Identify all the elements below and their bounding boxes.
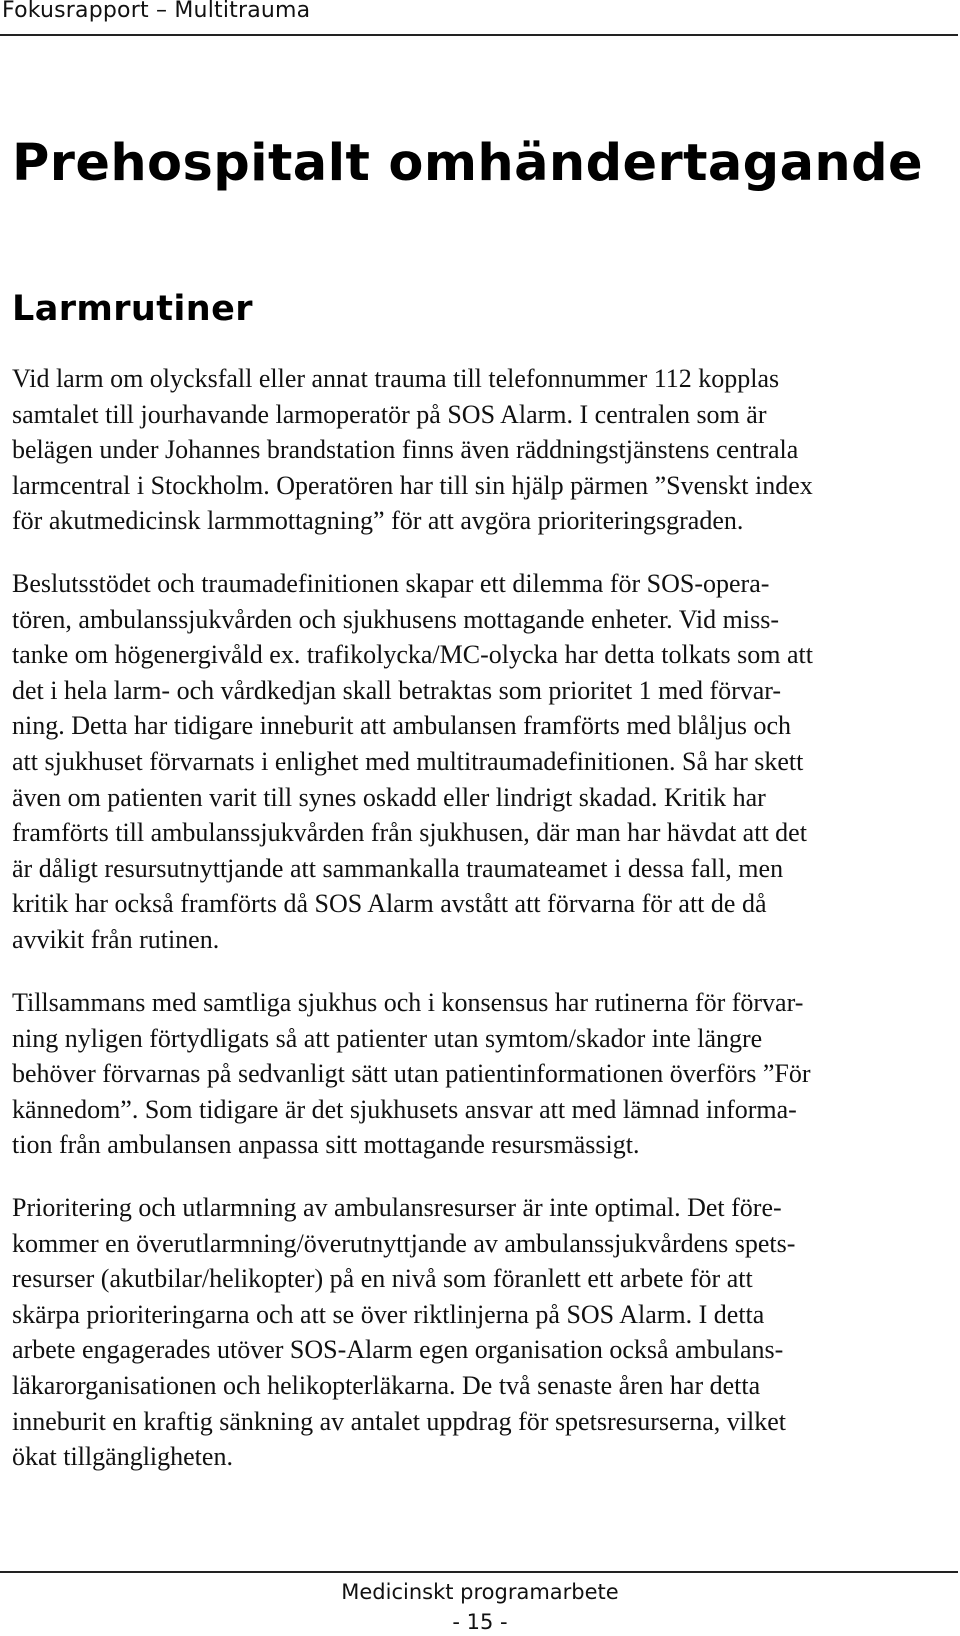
paragraph-prioritering [12,1190,795,1475]
running-header: Fokusrapport – Multitrauma [2,0,311,23]
text-line: ning nyligen förtydligats så att patienter utan symtom/skador inte längre [12,1023,763,1053]
text-line: att sjukhuset förvarnats i enlighet med multitraumadefinitionen. Så har skett [12,746,804,776]
text-line: ning. Detta har tidigare inneburit att ambulansen framförts med blåljus och [12,711,792,741]
text-line: samtalet till jourhavande larmoperatör på SOS Alarm. I centralen som är [12,399,767,429]
text-line: Vid larm om olycksfall eller annat trauma till telefonnummer 112 kopplas [12,364,780,393]
text-line: larmcentral i Stockholm. Operatören har till sin hjälp pärmen ”Svenskt index [12,470,813,500]
text-line: är dåligt resursutnyttjande att sammankalla traumateamet i dessa fall, men [12,853,784,883]
footer-divider [0,1571,958,1573]
text-line: arbete engagerades utöver SOS-Alarm egen organisation också ambulans- [12,1335,784,1365]
paragraph-tillsammans [12,985,811,1163]
text-line: tören, ambulanssjukvården och sjukhusens mottagande enheter. Vid miss- [12,604,779,634]
text-line: tanke om högenergivåld ex. trafikolycka/MC-olycka har detta tolkats som att [12,640,813,670]
text-line: framförts till ambulanssjukvården från sjukhusen, där man har hävdat att det [12,818,807,848]
text-line: det i hela larm- och vårdkedjan skall betraktas som prioritet 1 med förvar- [12,675,782,705]
text-line: ökat tillgängligheten. [12,1442,233,1472]
page-number: - 15 - [452,1610,508,1634]
text-line: tion från ambulansen anpassa sitt mottagande resursmässigt. [12,1130,640,1160]
text-line: inneburit en kraftig sänkning av antalet uppdrag för spetsresurserna, vilket [12,1406,786,1436]
text-line: avvikit från rutinen. [12,924,220,954]
text-line: Beslutsstödet och traumadefinitionen skapar ett dilemma för SOS-opera- [12,569,770,598]
text-line: Tillsammans med samtliga sjukhus och i konsensus har rutinerna för förvar- [12,988,804,1017]
text-line: resurser (akutbilar/helikopter) på en nivå som föranlett ett arbete för att [12,1264,753,1294]
paragraph-beslutsstod [12,566,813,958]
text-line: belägen under Johannes brandstation finns även räddningstjänstens centrala [12,435,799,465]
paragraph-larm [12,361,813,539]
text-line: kännedom”. Som tidigare är det sjukhusets ansvar att med lämnad informa- [12,1094,797,1124]
text-line: kritik har också framförts då SOS Alarm avstått att förvarna för att de då [12,889,767,919]
text-line: Prioritering och utlarmning av ambulansresurser är inte optimal. Det före- [12,1193,782,1222]
text-line: läkarorganisationen och helikopterläkarna. De två senaste åren har detta [12,1370,761,1400]
section-heading: Larmrutiner [12,289,253,329]
header-divider [0,34,958,36]
footer-program: Medicinskt programarbete [341,1580,619,1604]
page-heading: Prehospitalt omhändertagande [12,134,923,193]
text-line: skärpa prioriteringarna och att se över riktlinjerna på SOS Alarm. I detta [12,1299,765,1329]
text-line: för akutmedicinsk larmmottagning” för att avgöra prioriteringsgraden. [12,506,744,536]
text-line: även om patienten varit till synes oskadd eller lindrigt skadad. Kritik har [12,782,766,812]
text-line: kommer en överutlarmning/överutnyttjande av ambulanssjukvårdens spets- [12,1228,796,1258]
text-line: behöver förvarnas på sedvanligt sätt utan patientinformationen överförs ”För [12,1059,811,1089]
